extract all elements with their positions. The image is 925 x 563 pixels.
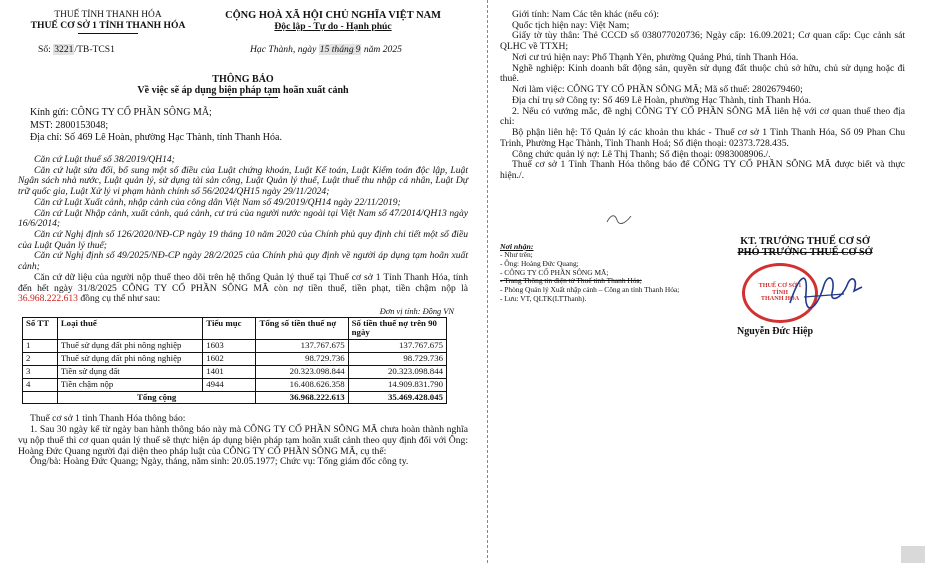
receiver-item: - CÔNG TY CỔ PHẦN SÔNG MÃ; xyxy=(500,267,609,277)
page-divider xyxy=(487,0,488,563)
receivers-list xyxy=(500,242,695,304)
signer-name: Nguyễn Đức Hiệp xyxy=(737,326,814,337)
legal-basis: Căn cứ Nghị định số 126/2020/NĐ-CP ngày 19 tháng 10 năm 2020 của Chính phủ quy định chi tiết một số điều của Luật Quản lý thuế; xyxy=(18,229,468,251)
unit-note: Đơn vị tính: Đồng VN xyxy=(379,307,454,317)
receiver-item: - Như trên; xyxy=(500,250,533,260)
col-header-over90: Số tiền thuế nợ trên 90 ngày xyxy=(348,317,446,340)
receiver-item: - Trang Thông tin điện tử Thuế tỉnh Thanh Hóa; xyxy=(500,276,642,286)
table-row: 2 Thuế sử dụng đất phi nông nghiệp 1602 98.729.736 98.729.736 xyxy=(23,353,447,366)
legal-basis: Căn cứ Luật thuế số 38/2019/QH14; xyxy=(34,153,175,165)
table-header-row xyxy=(23,317,447,340)
notice-body xyxy=(18,414,468,468)
left-page xyxy=(18,10,468,468)
notice-paragraph: Ông/bà: Hoàng Đức Quang; Ngày, tháng, năm sinh: 20.05.1977; Chức vụ: Tổng giám đốc công ty. xyxy=(30,456,409,468)
legal-basis: Căn cứ luật sửa đổi, bổ sung một số điều của Luật chứng khoán, Luật Kế toán, Luật Kiểm toán độc lập, Luật Ngân sách nhà nước, Luật quản lý, sử dụng tài sản công, Luật Quản lý thuế, Luật thuế thu nhập cá nhân, Luật Dự trữ quốc gia, Luật Xử lý vi phạm hành chính số 56/2024/QH15 ngày 29/11/2024; xyxy=(18,164,468,198)
signature-title-1: KT. TRƯỞNG THUẾ CƠ SỞ xyxy=(740,236,870,247)
right-page xyxy=(500,9,905,337)
nation-line-1: CỘNG HOÀ XÃ HỘI CHỦ NGHĨA VIỆT NAM xyxy=(225,10,441,21)
agency-line-2: THUẾ CƠ SỞ 1 TỈNH THANH HÓA xyxy=(30,19,186,31)
issuing-agency xyxy=(18,10,198,34)
receiver-item: - Lưu: VT, QLTK(LTThanh). xyxy=(500,293,587,303)
notice-paragraph: Thuế cơ sở 1 tỉnh Thanh Hóa thông báo: xyxy=(30,413,186,425)
receiver-item: - Phòng Quản lý Xuất nhập cảnh – Công an tỉnh Thanh Hóa; xyxy=(500,285,680,295)
doc-number-value: 3221 xyxy=(54,44,74,55)
corner-scroll-handle[interactable] xyxy=(901,546,925,563)
agency-line-1: THUẾ TỈNH THANH HÓA xyxy=(54,10,162,20)
col-header-no: Số TT xyxy=(23,317,58,340)
national-motto xyxy=(198,10,468,32)
nation-line-2: Độc lập - Tự do - Hạnh phúc xyxy=(274,20,392,32)
agency-rule xyxy=(78,33,138,34)
debt-paragraph: Căn cứ dữ liệu của người nộp thuế theo dõi trên hệ thống Quản lý thuế tại Thuế cơ sở 1 Tỉnh Thanh Hóa, tính đến hết ngày 31/8/2025 CÔNG TY CỔ PHẦN SÔNG MÃ còn nợ tiền thuế, tiền phạt, tiền chậm nộp là 36.968.222.613 đồng cụ thể như sau: xyxy=(18,271,468,305)
recipient-block xyxy=(30,107,468,145)
receiver-item: - Ông: Hoàng Đức Quang; xyxy=(500,258,579,268)
col-header-code: Tiểu mục xyxy=(203,317,256,340)
person-details: Giới tính: Nam Các tên khác (nếu có): Quốc tịch hiện nay: Việt Nam; Giấy tờ tùy thân: Thẻ CCCD số 038077020736; Ngày cấp: 16.09.2021; Cơ quan cấp: Cục cảnh sát QLHC về TTXH; Nơi cư trú hiện nay: Phố Thạnh Yên, phường Quảng Phú, tỉnh Thanh Hóa. Nghề nghiệp: Kinh doanh bất động sản, quyền sử dụng đất thuộc chủ sở hữu, chủ sử dụng hoặc đi thuê. Nơi làm việc: CÔNG TY CỔ PHẦN SÔNG MÃ; Mã số thuế: 2802679460; Địa chỉ trụ sở Công ty: Số 469 Lê Hoàn, phường Hạc Thành, tỉnh Thanh Hóa. 2. Nếu có vướng mắc, đề nghị CÔNG TY CỔ PHẦN SÔNG MÃ liên hệ với cơ quan thuế theo địa chỉ: Bộ phận liên hệ: Tổ Quản lý các khoản thu khác - Thuế cơ sở 1 Tỉnh Thanh Hóa, Số 09 Phan Chu Trinh, Phường Hạc Thành, Tỉnh Thanh Hoá; Số điện thoại: 02373.728.435. Công chức quản lý nợ: Lê Thị Thanh; Số điện thoại: 0983008906./. Thuế cơ sở 1 Tỉnh Thanh Hóa thông báo để CÔNG TY CỔ PHẦN SÔNG MÃ được biết và thực hiện./. xyxy=(500,9,905,182)
stamp-text: THUẾ CƠ SỞ 1 TỈNH THANH HÓA xyxy=(758,281,802,303)
document-title: THÔNG BÁO xyxy=(212,74,274,85)
recipient-address: Địa chỉ: Số 469 Lê Hoàn, phường Hạc Thành, tỉnh Thanh Hóa. xyxy=(30,132,282,144)
col-header-total: Tổng số tiền thuế nợ xyxy=(256,317,348,340)
legal-basis: Căn cứ Luật Xuất cảnh, nhập cảnh của công dân Việt Nam số 49/2019/QH14 ngày 22/11/2019; xyxy=(34,196,401,208)
signature-block xyxy=(705,236,905,259)
legal-basis: Căn cứ Nghị định số 49/2025/NĐ-CP ngày 28/2/2025 của Chính phủ quy định về người áp dụng tạm hoãn xuất cảnh; xyxy=(18,250,468,273)
document-subtitle: Về việc sẽ áp dụng biện pháp tạm hoãn xuất cảnh xyxy=(18,85,468,98)
debt-table xyxy=(22,317,447,405)
table-row: 4 Tiền chậm nộp 4944 16.408.626.358 14.909.831.790 xyxy=(23,378,447,391)
table-row: 3 Tiền sử dụng đất 1401 20.323.098.844 20.323.098.844 xyxy=(23,365,447,378)
notice-paragraph: 1. Sau 30 ngày kể từ ngày ban hành thông báo này mà CÔNG TY CỔ PHẦN SÔNG MÃ chưa hoàn thành nghĩa vụ nộp thuế thì cơ quan quản lý thuế sẽ thực hiện áp dụng biện pháp tạm hoãn xuất cảnh theo quy định đối với Ông: Hoàng Đức Quang người đại diện theo pháp luật của CÔNG TY CỔ PHẦN SÔNG MÃ, cụ thể: xyxy=(18,424,468,457)
col-header-type: Loại thuế xyxy=(57,317,202,340)
debt-amount: 36.968.222.613 xyxy=(18,293,78,305)
table-row: 1 Thuế sử dụng đất phi nông nghiệp 1603 137.767.675 137.767.675 xyxy=(23,340,447,353)
date-day: 15 tháng xyxy=(319,44,354,55)
document-header xyxy=(18,10,468,68)
document-number: Số: 3221/TB-TCS1 xyxy=(38,44,115,55)
receivers-heading: Nơi nhận: xyxy=(500,242,534,251)
handwritten-signature xyxy=(786,263,866,319)
legal-bases xyxy=(18,155,468,305)
date-month: 9 xyxy=(355,44,361,55)
signature-title-2: PHÓ TRƯỞNG THUẾ CƠ SỞ xyxy=(737,247,873,259)
recipient-to: Kính gửi: CÔNG TY CỔ PHẦN SÔNG MÃ; xyxy=(30,107,212,119)
initial-mark xyxy=(605,212,635,226)
legal-basis: Căn cứ Luật Nhập cảnh, xuất cảnh, quá cảnh, cư trú của người nước ngoài tại Việt Nam số 47/2014/QH13 ngày 16/6/2014; xyxy=(18,207,468,230)
table-total-row: Tổng cộng 36.968.222.613 35.469.428.045 xyxy=(23,391,447,404)
document-date: Hạc Thành, ngày 15 tháng 9 năm 2025 xyxy=(250,44,402,55)
recipient-tax-code: MST: 2800153048; xyxy=(30,119,109,131)
